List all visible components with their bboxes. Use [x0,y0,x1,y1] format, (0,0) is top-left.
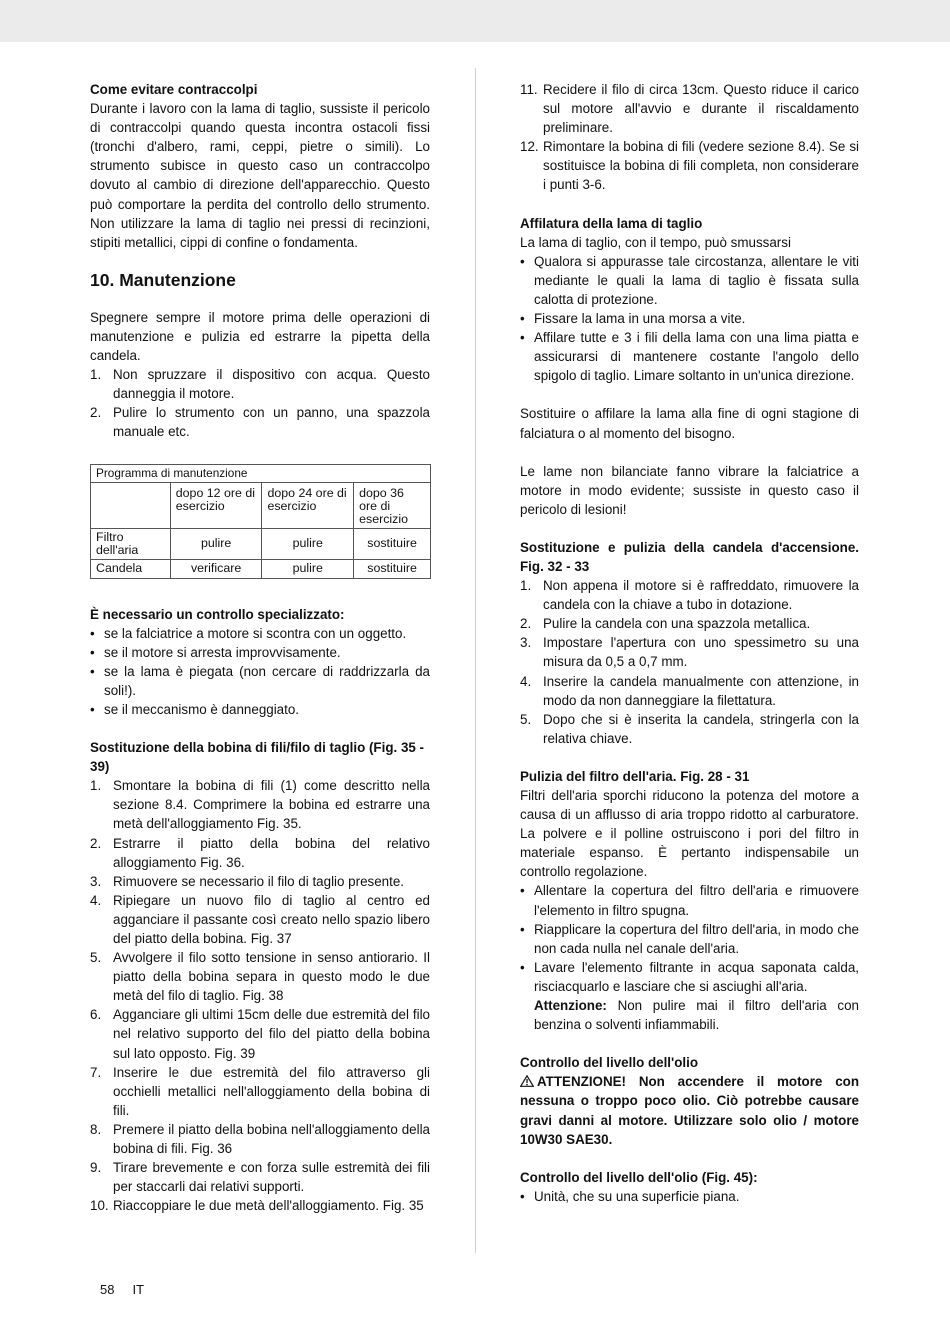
list-item: 2. Pulire la candela con una spazzola metallica. [520,616,811,632]
list-item: 3. Impostare l'apertura con uno spessimetro su una misura da 0,5 a 0,7 mm. [520,635,859,670]
special-check-list [90,624,430,719]
spark-plug-steps [520,576,859,748]
list-item: • Allentare la copertura del filtro dell'aria e rimuovere l'elemento in filtro spugna. [520,883,859,918]
table-corner-cell [91,482,171,528]
list-item: 4. Inserire la candela manualmente con attenzione, in modo da non danneggiare la filettatura. [520,673,859,708]
oil-check-title: Controllo del livello dell'olio (Fig. 45): [520,1169,758,1185]
maintenance-steps [90,365,430,441]
table-header: dopo 36 ore di esercizio [354,482,431,528]
table-cell: sostituire [354,528,431,559]
maintenance-table [90,464,431,579]
recoil-text: Durante i lavoro con la lama di taglio, sussiste il pericolo di contraccolpi quando questa incontra ostacoli fissi (tronchi d'albero, rami, ceppi, pietre o simili). Lo strumento subisce in questo caso un contraccolpo dovuto al cambio di direzione dell'apparecchio. Questo può comportare la perdita del controllo dello strumento. Non utilizzare la lama di taglio nei pressi di recinzioni, stipiti metallici, cippi di confine o fondamenta. [90,101,430,250]
list-item: 6. Agganciare gli ultimi 15cm delle due estremità del filo nel relativo supporto del filo del piatto della bobina sul lato opposto. Fig. 39 [90,1007,430,1061]
recoil-title: Come evitare contraccolpi [90,82,258,97]
air-filter-text: Filtri dell'aria sporchi riducono la potenza del motore a causa di un afflusso di aria troppo ridotto al carburatore. La polvere e il polline ostruiscono i pori del filtro in materiale espanso. È pertanto indispensabile un controllo regolazione. [520,788,859,880]
attention-label: Attenzione: [534,998,607,1014]
list-item: 12. Rimontare la bobina di fili (vedere sezione 8.4). Se si sostituisce la bobina di fili completa, non considerare i punti 3-6. [520,139,859,193]
table-header: dopo 12 ore di esercizio [170,482,262,528]
oil-check-list [520,1187,859,1206]
list-item: 3. Rimuovere se necessario il filo di taglio presente. [90,873,405,889]
list-item: • Affilare tutte e 3 i fili della lama con una lima piatta e assicurarsi di mantenere costante l'angolo dello spigolo di taglio. Limare soltanto in un'unica direzione. [520,330,859,384]
list-item: • Fissare la lama in una morsa a vite. [520,311,746,327]
table-cell: pulire [170,528,262,559]
table-cell: pulire [262,559,354,578]
table-title: Programma di manutenzione [91,464,431,482]
list-item: 2. Pulire lo strumento con un panno, una spazzola manuale etc. [90,405,430,440]
sharpen-note-1: Sostituire o affilare la lama alla fine di ogni stagione di falciatura o al momento del bisogno. [520,406,859,441]
table-cell: verificare [170,559,262,578]
warning-triangle-icon [520,1075,534,1087]
list-item: 10. Riaccoppiare le due metà dell'alloggiamento. Fig. 35 [90,1198,424,1214]
list-item: 1. Non spruzzare il dispositivo con acqua. Questo danneggia il motore. [90,367,430,402]
list-item: • se il meccanismo è danneggiato. [90,701,300,717]
list-item: • se il motore si arresta improvvisamente. [90,644,341,660]
table-cell: sostituire [354,559,431,578]
list-item: 1. Smontare la bobina di fili (1) come descritto nella sezione 8.4. Comprimere la bobina ed estrarre una metà dell'alloggiamento Fig. 35. [90,778,430,832]
oil-level-title: Controllo del livello dell'olio [520,1055,699,1071]
maintenance-heading: 10. Manutenzione [90,269,236,290]
air-filter-list [520,881,859,1034]
spool-title: Sostituzione della bobina di fili/filo di taglio (Fig. 35 - 39) [90,740,425,775]
sharpen-note-2: Le lame non bilanciate fanno vibrare la falciatrice a motore in modo evidente; sussiste in questo caso il pericolo di lesioni! [520,463,859,517]
list-item: 2. Estrarre il piatto della bobina del relativo alloggiamento Fig. 36. [90,835,430,870]
list-item: • se la falciatrice a motore si scontra con un oggetto. [90,625,407,641]
list-item: 5. Dopo che si è inserita la candela, stringerla con la relativa chiave. [520,711,859,746]
list-item: • se la lama è piegata (non cercare di raddrizzarla da soli!). [90,663,430,698]
list-item: • Qualora si appurasse tale circostanza, allentare le viti mediante le quali la lama di taglio è fissata sulla calotta di protezione. [520,253,859,307]
table-row [91,528,431,559]
sharpen-intro: La lama di taglio, con il tempo, può smussarsi [520,234,791,250]
list-item: • Unità, che su una superficie piana. [520,1188,740,1204]
sharpen-title: Affilatura della lama di taglio [520,215,703,231]
list-item: 4. Ripiegare un nuovo filo di taglio al centro ed agganciare il passante così creato nello spazio libero del piatto della bobina. Fig. 37 [90,892,430,946]
spool-steps [90,776,430,1215]
list-item: 1. Non appena il motore si è raffreddato, rimuovere la candela con la chiave a tubo in dotazione. [520,578,859,613]
list-item: 5. Avvolgere il filo sotto tensione in senso antiorario. Il piatto della bobina separa in questo modo le due metà del filo di taglio. Fig. 38 [90,950,430,1004]
sharpen-list [520,252,859,386]
page-footer [100,1280,162,1299]
left-column [90,80,430,1215]
table-header: dopo 24 ore di esercizio [262,482,354,528]
right-column [520,80,859,1206]
list-item: • Lavare l'elemento filtrante in acqua saponata calda, risciacquarlo e lasciare che si asciughi all'aria. Attenzione: Non pulire mai il filtro dell'aria con benzina o solventi infiammabili. [520,959,859,1033]
table-row [91,559,431,578]
spark-plug-title: Sostituzione e pulizia della candela d'accensione. Fig. 32 - 33 [520,539,859,574]
oil-warning [520,1072,859,1148]
attention-text: Non pulire mai il filtro dell'aria con benzina o solventi infiammabili. [534,998,859,1033]
list-item: 8. Premere il piatto della bobina nell'alloggiamento della bobina di fili. Fig. 36 [90,1121,430,1157]
air-filter-title: Pulizia del filtro dell'aria. Fig. 28 - 31 [520,768,750,784]
column-divider [475,68,476,1253]
table-row-label: Candela [91,559,171,578]
spool-steps-continued [520,80,859,195]
maintenance-intro: Spegnere sempre il motore prima delle operazioni di manutenzione e pulizia ed estrarre la pipetta della candela. [90,309,430,364]
top-bar [0,0,950,42]
list-item: 9. Tirare brevemente e con forza sulle estremità dei fili per staccarli dai relativi supporti. [90,1160,430,1195]
table-row-label: Filtro dell'aria [91,528,171,559]
page-number: 58 [100,1282,115,1297]
list-item: • Riapplicare la copertura del filtro dell'aria, in modo che non cada nulla nel canale dell'aria. [520,921,859,956]
language-code: IT [132,1282,145,1297]
oil-warning-text: ATTENZIONE! Non accendere il motore con nessuna o troppo poco olio. Ciò potrebbe causare gravi danni al motore. Utilizzare solo olio / motore 10W30 SAE30. [520,1074,859,1147]
list-item: 11. Recidere il filo di circa 13cm. Questo riduce il carico sul motore all'avvio e durante il riscaldamento preliminare. [520,82,859,136]
table-cell: pulire [262,528,354,559]
special-check-title: È necessario un controllo specializzato: [90,606,345,622]
list-item: 7. Inserire le due estremità del filo attraverso gli occhielli metallici nell'alloggiamento della bobina di fili. [90,1064,430,1118]
